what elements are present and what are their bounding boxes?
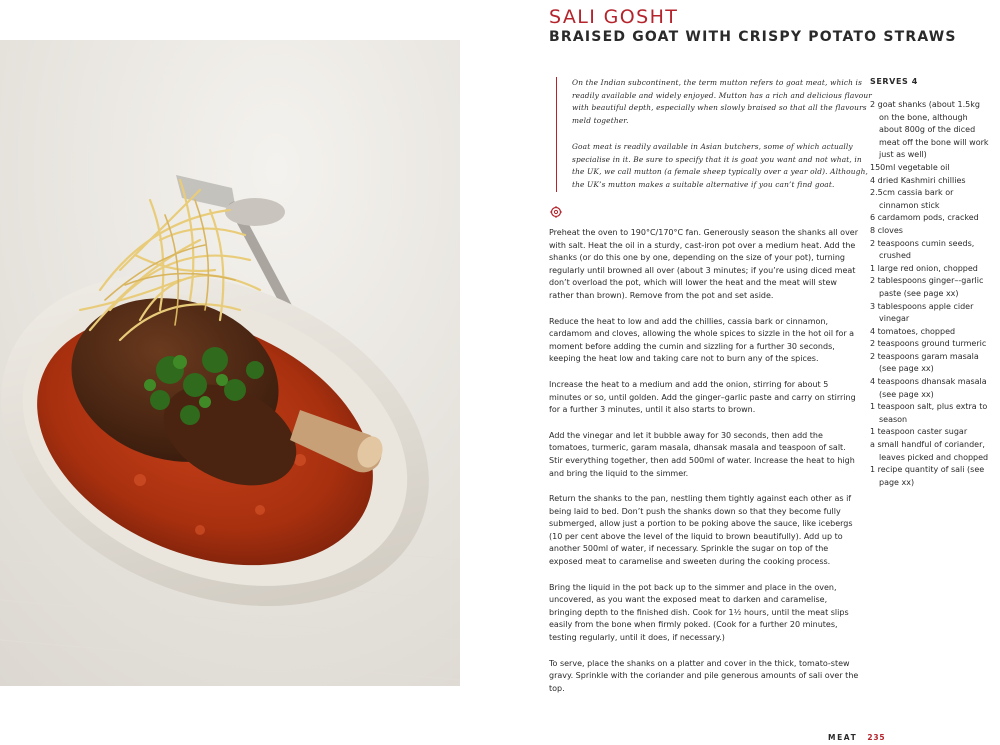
ingredient-item: 2 tablespoons ginger–-garlic paste (see page xx): [870, 276, 984, 298]
ingredient-item: 2 teaspoons ground turmeric: [870, 339, 987, 349]
method-step: To serve, place the shanks on a platter and cover in the thick, tomato-stew gravy. Sprinkle with the coriander and pile generous amounts of sali over the top.: [549, 658, 859, 693]
recipe-subtitle: BRAISED GOAT WITH CRISPY POTATO STRAWS: [549, 29, 957, 45]
knot-ornament-icon: [549, 205, 563, 219]
recipe-intro: [556, 77, 874, 192]
ingredient-item: 2.5cm cassia bark or cinnamon stick: [870, 188, 954, 210]
ingredients-list: [870, 99, 990, 489]
ingredient-item: a small handful of coriander, leaves picked and chopped: [870, 440, 989, 462]
intro-paragraph: On the Indian subcontinent, the term mutton refers to goat meat, which is readily available and widely enjoyed. Mutton has a rich and delicious flavour with beautiful depth, especially when slowly braised so that all the flavours meld together.: [572, 78, 872, 126]
ingredient-item: 6 cardamom pods, cracked: [870, 213, 979, 223]
method-step: Return the shanks to the pan, nestling them tightly against each other as if being laid to bed. Don’t push the shanks down so that they become fully submerged, allow just a portion to be poking above the sauce, like icebergs (10 per cent above the level of the liquid to brown beautifully). Add up to another 500ml of water, if necessary. Sprinkle the sugar on top of the exposed meat to caramelise and sweeten during the cooking process.: [549, 494, 853, 567]
method-step: Bring the liquid in the pot back up to the simmer and place in the oven, uncovered, as you want the exposed meat to darken and caramelise, bringing depth to the finished dish. Cook for 1½ hours, until the meat slips easily from the bone when firmly poked. (Cook for a further 20 minutes, testing regularly, until it does, if necessary.): [549, 582, 849, 643]
ingredient-item: 2 teaspoons cumin seeds, crushed: [870, 238, 975, 261]
method-step: Reduce the heat to low and add the chillies, cassia bark or cinnamon, cardamom and cloves, allowing the whole spices to sizzle in the hot oil for a moment before adding the cumin and sizzling for a further 30 seconds, keeping the heat low and taking care not to burn any of the spices.: [549, 316, 855, 364]
serves-label: SERVES 4: [870, 77, 918, 86]
ingredient-item: 4 dried Kashmiri chillies: [870, 175, 966, 185]
section-name: MEAT: [828, 733, 858, 742]
recipe-title: SALI GOSHT: [549, 6, 679, 28]
method-step: Add the vinegar and let it bubble away for 30 seconds, then add the tomatoes, turmeric, garam masala, dhansak masala and teaspoon of salt. Stir everything together, then add 500ml of water. Increase the heat to high and bring the liquid to the simmer.: [549, 430, 855, 478]
ingredient-item: 150ml vegetable oil: [870, 162, 950, 172]
ingredient-item: 4 teaspoons dhansak masala (see page xx): [870, 377, 987, 399]
ingredient-item: 8 cloves: [870, 225, 903, 235]
ingredient-item: 1 teaspoon caster sugar: [870, 427, 968, 437]
intro-paragraph: Goat meat is readily available in Asian butchers, some of which actually specialise in it. Be sure to specify that it is goat you want and not what, in the UK, we call mutton (a female sheep typically over a year old). Although, the UK’s mutton makes a suitable alternative if you can’t find goat.: [572, 141, 868, 189]
ingredient-item: 2 teaspoons garam masala (see page xx): [870, 351, 979, 374]
ingredient-item: 2 goat shanks (about 1.5kg on the bone, although about 800g of the diced meat off the bone will work just as well): [870, 100, 989, 160]
page-number: 235: [867, 733, 886, 742]
method-steps: [549, 227, 859, 695]
method-step: Preheat the oven to 190°C/170°C fan. Generously season the shanks all over with salt. Heat the oil in a sturdy, cast-iron pot over a medium heat. Add the shanks (or do this one by one, depending on the size of your pot), turning regularly until browned all over (about 3 minutes; if you’re using diced meat don’t overload the pot, which will lower the heat and the meat will stew rather than brown). Remove from the pot and set aside.: [549, 228, 859, 300]
method-step: Increase the heat to a medium and add the onion, stirring for about 5 minutes or so, until golden. Add the ginger–garlic paste and carry on stirring for a further 3 minutes, until it also starts to brown.: [549, 379, 856, 415]
page-footer: [828, 733, 885, 742]
ingredient-item: 4 tomatoes, chopped: [870, 326, 956, 336]
dish-photo: [0, 40, 460, 686]
ingredient-item: 1 recipe quantity of sali (see page xx): [870, 465, 985, 487]
ingredient-item: 3 tablespoons apple cider vinegar: [870, 301, 974, 324]
ingredient-item: 1 teaspoon salt, plus extra to season: [870, 402, 988, 424]
ingredient-item: 1 large red onion, chopped: [870, 263, 978, 273]
